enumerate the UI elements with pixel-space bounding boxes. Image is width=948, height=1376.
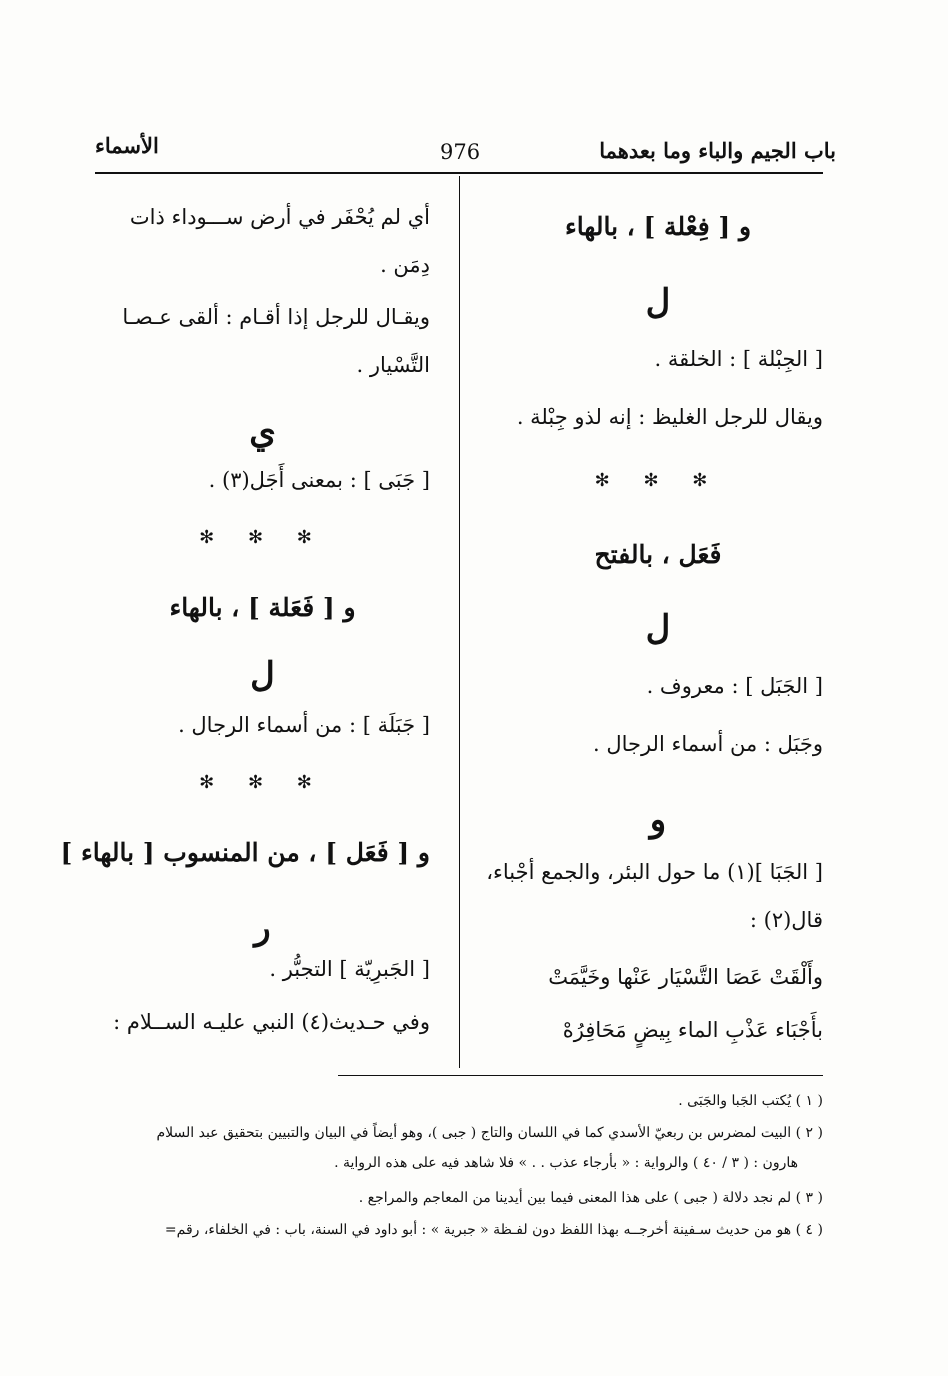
running-head-section: الأسماء (95, 133, 159, 158)
entry-line: [ الجَبَا ](١) ما حول البئر، والجمع أجْباء، (486, 860, 823, 884)
verse-line: وأَلْقَتْ عَصَا التَّسْيَار عَنْها وخَيَّمَتْ (548, 965, 823, 989)
entry-line: [ الجَبَل ] : معروف . (646, 674, 823, 698)
entry-line: [ جَبَلَة ] : من أسماء الرجال . (178, 713, 430, 737)
entry-heading: و [ فِعْلة ] ، بالهاء (564, 212, 752, 241)
root-letter: ل (645, 282, 671, 322)
entry-line: دِمَن . (380, 253, 430, 277)
entry-line: التَّسْيار . (356, 353, 430, 377)
entry-line: وفي حـديث(٤) النبي عليـه الســلام : (113, 1010, 430, 1034)
entry-line: أي لم يُحْفَر في أرض ســـوداء ذات (129, 205, 430, 229)
root-letter: ل (645, 608, 671, 648)
root-letter: ل (250, 655, 275, 695)
footnote: هارون : ( ٣ / ٤٠ ) والرواية : « بأرجاء عذب . . » فلا شاهد فيه على هذه الرواية . (334, 1155, 798, 1171)
footnote: ( ١ ) يُكتب الجَبا والجَبَى . (678, 1093, 823, 1109)
running-head-chapter: باب الجيم والباء وما بعدهما (599, 138, 836, 163)
root-letter: و (649, 800, 667, 840)
entry-line: [ جَبَى ] : بمعنى أَجَل(٣) . (208, 468, 430, 492)
footnote: ( ٢ ) البيت لمضرس بن ربعيّ الأسدي كما في اللسان والتاج ( جبى )، وهو أيضاً في البيان والتبيين بتحقيق عبد السلام (156, 1125, 823, 1141)
section-divider-stars: ✻ ✻ ✻ (199, 527, 326, 548)
entry-heading: و [ فَعَل ] ، من المنسوب [ بالهاء ] (60, 838, 430, 867)
entry-line: وجَبَل : من أسماء الرجال . (592, 732, 823, 756)
footnote-rule (338, 1075, 823, 1076)
entry-line: ويقـال للرجل إذا أقـام : ألقى عـصـا (122, 305, 430, 329)
entry-line: [ الجِبْلة ] : الخلقة . (654, 347, 823, 371)
footnote: ( ٣ ) لم نجد دلالة ( جبى ) على هذا المعنى فيما بين أيدينا من المعاجم والمراجع . (358, 1190, 823, 1206)
root-letter: ر (254, 908, 271, 948)
footnote: ( ٤ ) هو من حديث سـفينة أخرجــه بهذا اللفظ دون لفـظة « جبرية » : أبو داود في السنة، باب : في الخلفاء، رقم= (164, 1222, 823, 1238)
verse-line: بأَجْبَاء عَذْبِ الماء بِيضٍ مَحَافِرُهْ (562, 1018, 823, 1042)
section-divider-stars: ✻ ✻ ✻ (594, 470, 722, 491)
column-divider (459, 176, 460, 1068)
entry-line: قال(٢) : (749, 908, 823, 932)
entry-heading: و [ فَعَلة ] ، بالهاء (169, 593, 356, 622)
entry-heading: فَعَل ، بالفتح (594, 540, 722, 569)
entry-line: ويقال للرجل الغليظ : إنه لذو جِبْلة . (516, 405, 823, 429)
entry-line: [ الجَبرِيّة ] التجبُّر . (269, 957, 430, 981)
root-letter: ي (249, 412, 276, 452)
page-number: 976 (440, 140, 481, 164)
section-divider-stars: ✻ ✻ ✻ (199, 772, 326, 793)
